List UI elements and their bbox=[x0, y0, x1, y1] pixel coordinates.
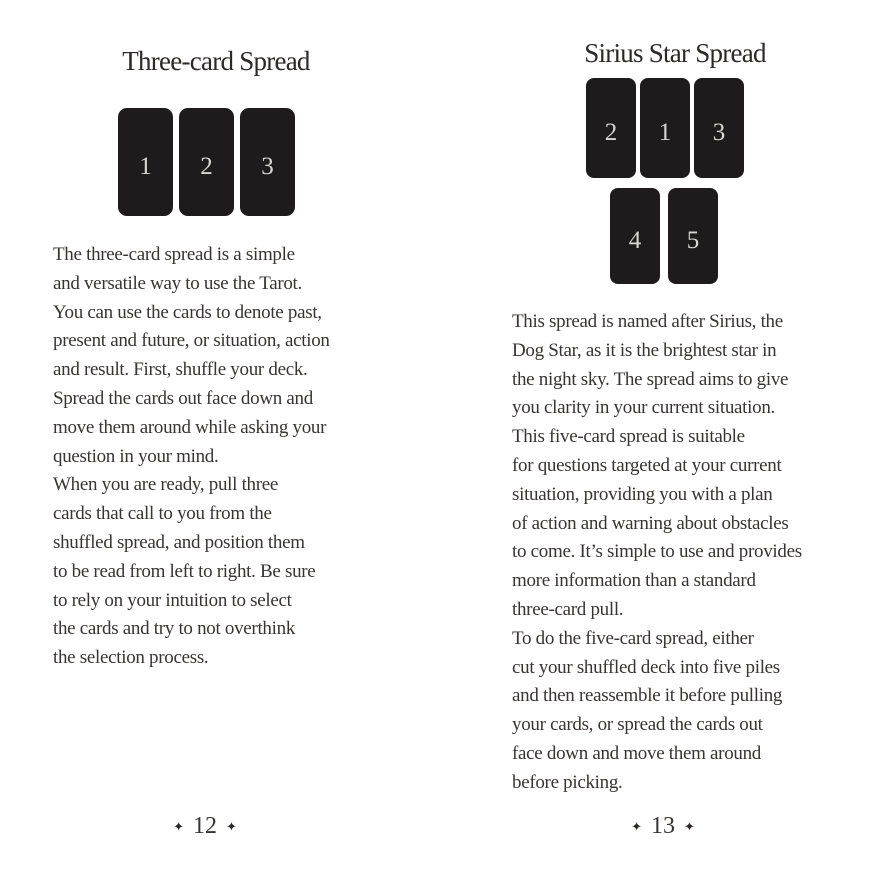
text-line: This spread is named after Sirius, the bbox=[512, 311, 783, 332]
tarot-card bbox=[118, 108, 173, 216]
text-line: To do the five-card spread, either bbox=[512, 627, 754, 649]
text-line: the selection process. bbox=[53, 647, 209, 669]
page-number-right bbox=[518, 812, 808, 840]
tarot-card bbox=[179, 108, 234, 216]
body-text-left bbox=[53, 241, 389, 673]
text-line: and then reassemble it before pulling bbox=[512, 685, 783, 707]
text-line: the cards and try to not overthink bbox=[53, 618, 296, 640]
four-pointed-star-icon: ✦ bbox=[226, 818, 237, 834]
text-line: to rely on your intuition to select bbox=[53, 589, 292, 611]
card-number: 5 bbox=[686, 226, 700, 254]
tarot-card bbox=[694, 78, 744, 178]
text-line: You can use the cards to denote past, bbox=[53, 301, 322, 323]
text-line: Dog Star, as it is the brightest star in bbox=[512, 339, 777, 361]
text-line: before picking. bbox=[512, 771, 623, 793]
four-pointed-star-icon: ✦ bbox=[684, 818, 695, 834]
card-number: 4 bbox=[628, 226, 642, 254]
tarot-card bbox=[668, 188, 718, 284]
tarot-card bbox=[586, 78, 636, 178]
page-title-three-card-spread: Three-card Spread bbox=[122, 46, 310, 76]
text-line: shuffled spread, and position them bbox=[53, 531, 305, 553]
text-line: This five-card spread is suitable bbox=[512, 426, 745, 448]
paragraph bbox=[512, 423, 848, 625]
paragraph bbox=[53, 471, 389, 673]
card-number: 3 bbox=[712, 118, 726, 146]
text-line: to come. It’s simple to use and provides bbox=[512, 541, 802, 563]
text-line: The three-card spread is a simple bbox=[53, 244, 295, 265]
text-line: your cards, or spread the cards out bbox=[512, 714, 763, 736]
page-number-left bbox=[60, 812, 350, 840]
text-line: cut your shuffled deck into five piles bbox=[512, 656, 780, 678]
page-number: 13 bbox=[651, 813, 675, 839]
text-line: situation, providing you with a plan bbox=[512, 483, 773, 505]
paragraph bbox=[53, 241, 389, 471]
text-line: of action and warning about obstacles bbox=[512, 512, 789, 534]
card-spread-diagram-three-card bbox=[118, 108, 295, 216]
four-pointed-star-icon: ✦ bbox=[173, 818, 184, 834]
card-number: 3 bbox=[261, 152, 274, 180]
page-title-sirius-star-spread: Sirius Star Spread bbox=[584, 38, 766, 68]
tarot-card bbox=[610, 188, 660, 284]
card-number: 1 bbox=[658, 118, 672, 146]
tarot-card bbox=[640, 78, 690, 178]
card-spread-diagram-sirius-top-row bbox=[586, 78, 744, 178]
text-line: When you are ready, pull three bbox=[53, 474, 279, 496]
text-line: cards that call to you from the bbox=[53, 503, 272, 525]
text-line: question in your mind. bbox=[53, 445, 219, 467]
card-number: 1 bbox=[139, 152, 152, 180]
card-spread-diagram-sirius-bottom-row bbox=[610, 188, 718, 284]
text-line: Spread the cards out face down and bbox=[53, 387, 313, 409]
text-line: the night sky. The spread aims to give bbox=[512, 368, 789, 390]
text-line: move them around while asking your bbox=[53, 416, 327, 438]
text-line: face down and move them around bbox=[512, 742, 761, 764]
paragraph bbox=[512, 625, 848, 798]
text-line: you clarity in your current situation. bbox=[512, 397, 775, 419]
tarot-card bbox=[240, 108, 295, 216]
page-number: 12 bbox=[193, 813, 217, 839]
text-line: to be read from left to right. Be sure bbox=[53, 560, 316, 582]
text-line: for questions targeted at your current bbox=[512, 454, 782, 476]
body-text-right bbox=[512, 308, 848, 798]
four-pointed-star-icon: ✦ bbox=[631, 818, 642, 834]
card-number: 2 bbox=[200, 152, 213, 180]
paragraph bbox=[512, 308, 848, 423]
text-line: and versatile way to use the Tarot. bbox=[53, 272, 302, 294]
card-number: 2 bbox=[604, 118, 618, 146]
text-line: present and future, or situation, action bbox=[53, 330, 330, 352]
text-line: and result. First, shuffle your deck. bbox=[53, 359, 308, 381]
text-line: three-card pull. bbox=[512, 598, 624, 620]
text-line: more information than a standard bbox=[512, 570, 756, 592]
